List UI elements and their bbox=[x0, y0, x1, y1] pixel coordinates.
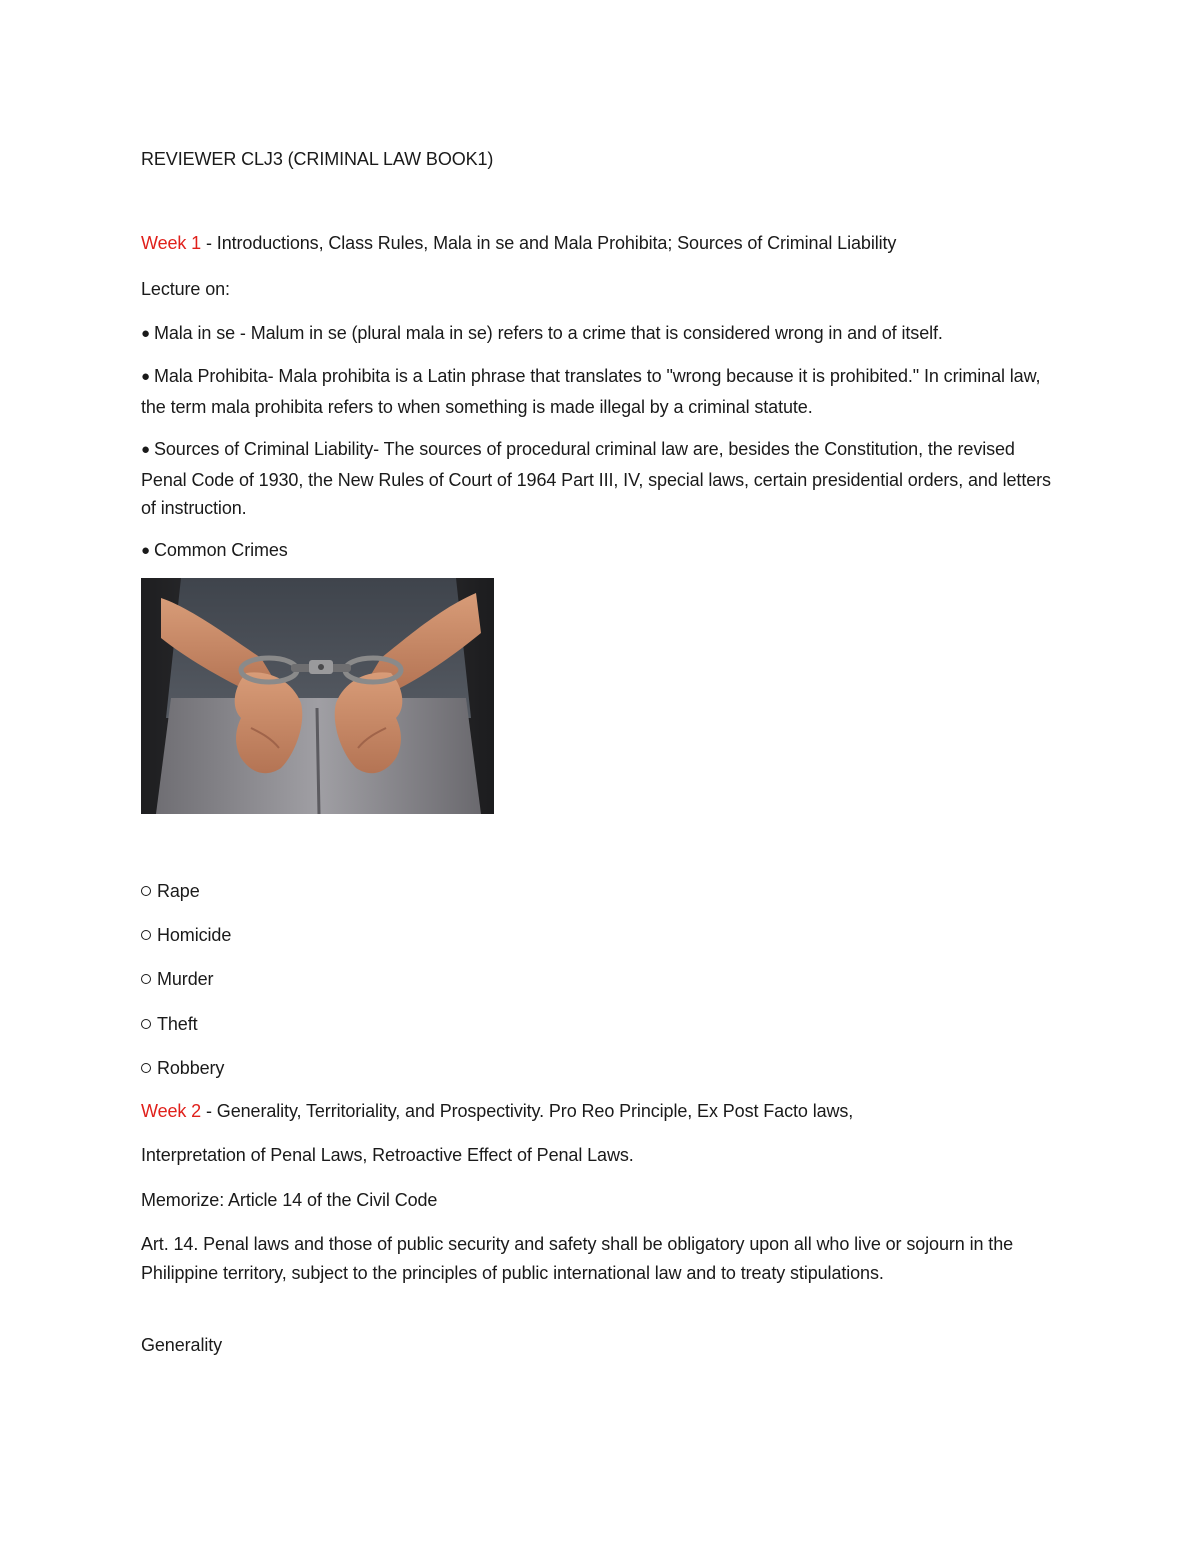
bullet-text: Common Crimes bbox=[153, 540, 288, 560]
crime-item-homicide bbox=[141, 921, 231, 949]
crime-item-theft bbox=[141, 1010, 198, 1038]
crime-label: Robbery bbox=[157, 1058, 225, 1078]
week-2-heading bbox=[141, 1097, 853, 1125]
bullet-icon: ● bbox=[141, 368, 150, 385]
bullet-icon: ● bbox=[141, 441, 150, 458]
week-2-label: Week 2 bbox=[141, 1101, 202, 1121]
circle-bullet-icon bbox=[141, 930, 151, 940]
circle-bullet-icon bbox=[141, 886, 151, 896]
bullet-text: Mala Prohibita- Mala prohibita is a Latin phrase that translates to "wrong because it is prohibited." In criminal law, the term mala prohibita refers to when something is made illegal by a criminal statute. bbox=[141, 366, 1041, 417]
crime-label: Rape bbox=[157, 881, 200, 901]
week-1-topics: - Introductions, Class Rules, Mala in se and Mala Prohibita; Sources of Criminal Liability bbox=[201, 233, 897, 253]
week-2-topics-continued: Interpretation of Penal Laws, Retroactive Effect of Penal Laws. bbox=[141, 1145, 634, 1165]
crime-item-murder bbox=[141, 965, 213, 993]
week-1-label: Week 1 bbox=[141, 233, 202, 253]
crime-item-robbery bbox=[141, 1054, 224, 1082]
crime-label: Homicide bbox=[157, 925, 232, 945]
bullet-icon: ● bbox=[141, 325, 150, 342]
circle-bullet-icon bbox=[141, 1063, 151, 1073]
bullet-sources-of-liability bbox=[141, 435, 1056, 523]
circle-bullet-icon bbox=[141, 1019, 151, 1029]
bullet-icon: ● bbox=[141, 542, 150, 559]
document-page bbox=[141, 0, 1061, 1553]
generality-heading: Generality bbox=[141, 1335, 223, 1355]
bullet-common-crimes bbox=[141, 536, 288, 566]
circle-bullet-icon bbox=[141, 974, 151, 984]
week-2-topics: - Generality, Territoriality, and Prospectivity. Pro Reo Principle, Ex Post Facto laws, bbox=[201, 1101, 854, 1121]
bullet-text: Sources of Criminal Liability- The sources of procedural criminal law are, besides the Constitution, the revised Penal Code of 1930, the New Rules of Court of 1964 Part III, IV, special laws, certain presidential orders, and letters of instruction. bbox=[141, 439, 1051, 518]
crime-label: Theft bbox=[157, 1014, 198, 1034]
lecture-on-label: Lecture on: bbox=[141, 279, 230, 299]
document-title: REVIEWER CLJ3 (CRIMINAL LAW BOOK1) bbox=[141, 149, 494, 169]
week-1-heading bbox=[141, 229, 896, 257]
memorize-note: Memorize: Article 14 of the Civil Code bbox=[141, 1190, 438, 1210]
bullet-mala-prohibita bbox=[141, 362, 1056, 421]
bullet-text: Mala in se - Malum in se (plural mala in se) refers to a crime that is considered wrong in and of itself. bbox=[153, 323, 943, 343]
bullet-mala-in-se bbox=[141, 319, 943, 349]
crime-label: Murder bbox=[157, 969, 214, 989]
article-14-text: Art. 14. Penal laws and those of public security and safety shall be obligatory upon all who live or sojourn in the Philippine territory, subject to the principles of public international law and to treaty stipulations. bbox=[141, 1234, 1014, 1283]
handcuffed-hands-photo bbox=[141, 578, 494, 814]
crime-item-rape bbox=[141, 877, 200, 905]
